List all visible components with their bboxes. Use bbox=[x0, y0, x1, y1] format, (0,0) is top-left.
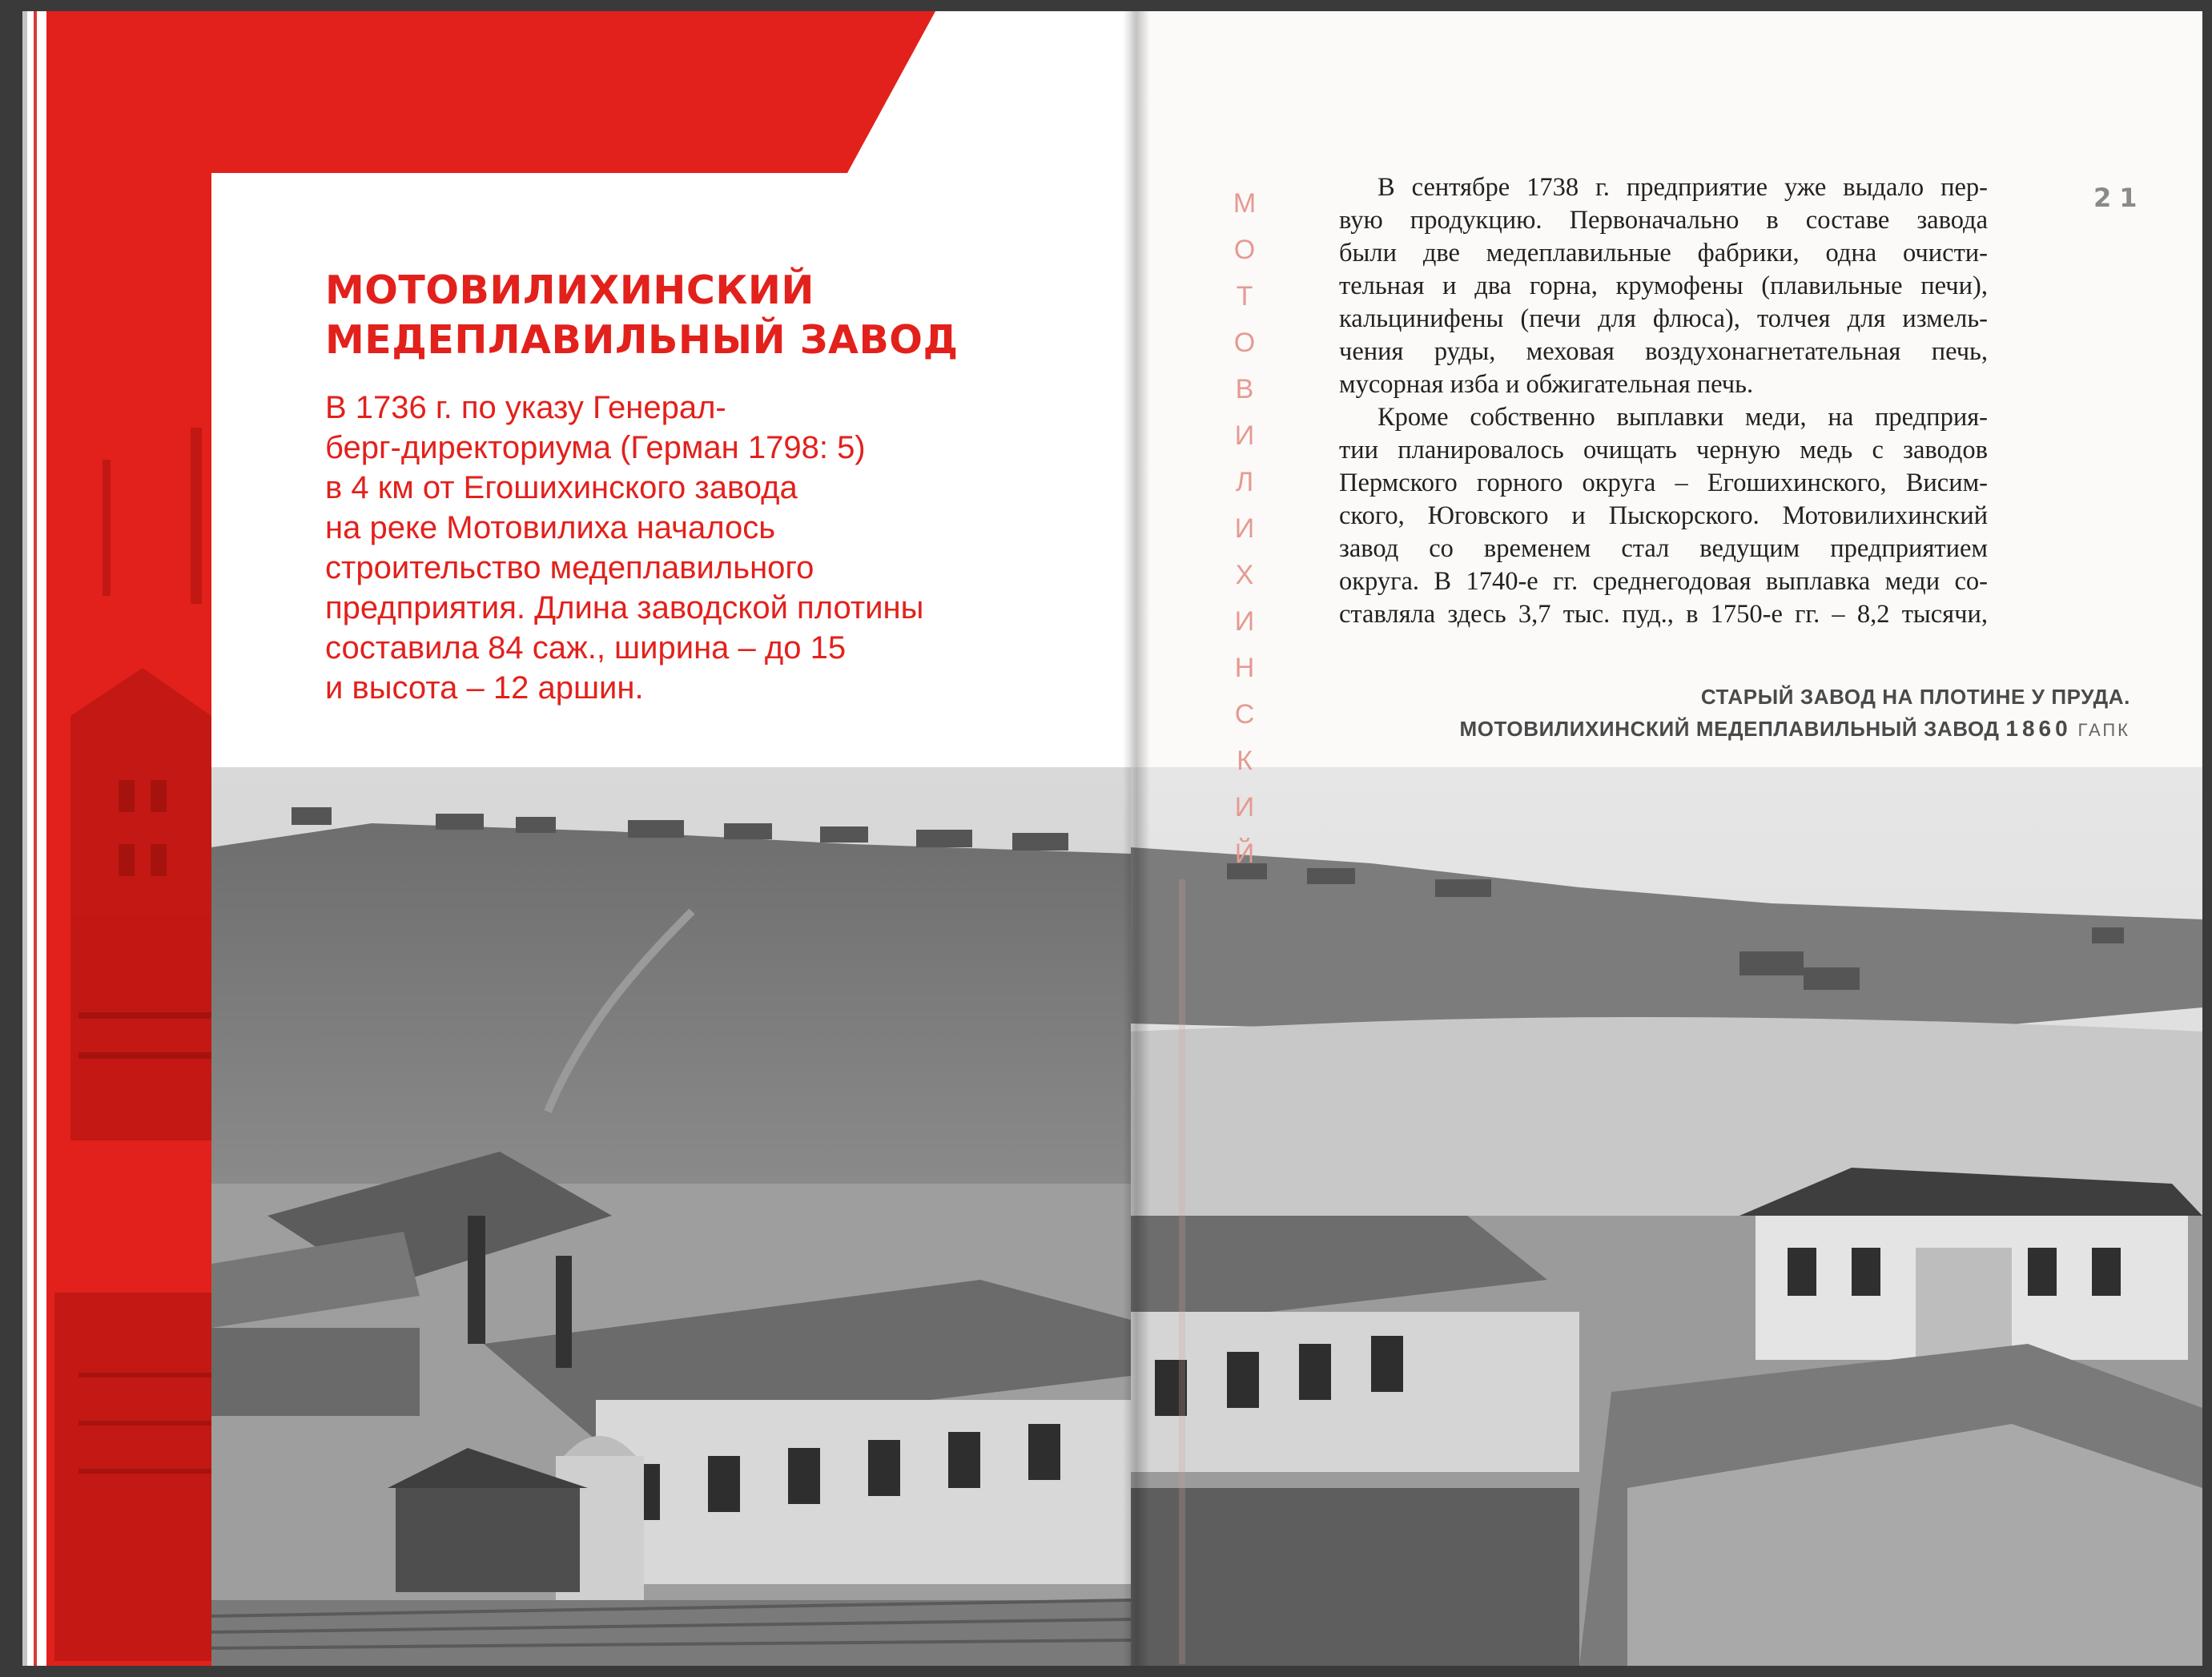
factory-photo-right bbox=[1131, 767, 2202, 1666]
spine-letter: Х bbox=[1235, 560, 1254, 590]
text-line: вую продукцию. Первоначально в составе завода bbox=[1339, 206, 1988, 235]
text-line: тии планировалось очищать черную медь с заводов bbox=[1339, 436, 1988, 464]
book-gutter bbox=[1123, 11, 1150, 1666]
spine-letter: И bbox=[1234, 606, 1255, 637]
text-line: чения руды, меховая воздухонагнетательная печь, bbox=[1339, 337, 1988, 366]
intro-line: В 1736 г. по указу Генерал- bbox=[325, 390, 726, 425]
text-line: мусорная изба и обжигательная печь. bbox=[1339, 370, 1754, 399]
factory-photo-left bbox=[211, 767, 1131, 1666]
body-text bbox=[1339, 171, 1988, 631]
spine-letter: О bbox=[1233, 328, 1256, 358]
spine-letter: К bbox=[1237, 746, 1253, 776]
intro-line: предприятия. Длина заводской плотины bbox=[325, 590, 924, 625]
text-line: ского, Юговского и Пыскорского. Мотовилихинский bbox=[1339, 501, 1988, 530]
book-spread bbox=[22, 11, 2202, 1666]
text-line: Кроме собственно выплавки меди, на предприя- bbox=[1377, 403, 1988, 432]
chapter-title bbox=[325, 266, 959, 365]
text-line: округа. В 1740-е гг. среднегодовая выплавка меди со- bbox=[1339, 567, 1988, 596]
caption-year: 1860 bbox=[2005, 716, 2072, 741]
text-line: кальцинифены (печи для флюса), толчея для измель- bbox=[1339, 304, 1988, 333]
spine-letter: Й bbox=[1234, 838, 1255, 869]
page-number: 21 bbox=[2093, 183, 2146, 213]
intro-line: составила 84 саж., ширина – до 15 bbox=[325, 630, 847, 666]
text-line: завод со временем стал ведущим предприятием bbox=[1339, 534, 1988, 563]
spine-letter: И bbox=[1234, 513, 1255, 544]
title-line: МЕДЕПЛАВИЛЬНЫЙ ЗАВОД bbox=[325, 317, 959, 363]
spine-letter: И bbox=[1234, 420, 1255, 451]
intro-line: берг-директориума (Герман 1798: 5) bbox=[325, 430, 866, 465]
left-page bbox=[22, 11, 1131, 1666]
intro-line: на реке Мотовилиха началось bbox=[325, 510, 776, 545]
vertical-spine-title bbox=[1221, 179, 1269, 876]
spine-letter: М bbox=[1233, 188, 1257, 219]
spine-letter: О bbox=[1233, 235, 1256, 265]
spine-letter: В bbox=[1235, 374, 1254, 404]
text-line: тельная и два горна, крумофены (плавильные печи), bbox=[1339, 271, 1988, 300]
photo-caption bbox=[1459, 681, 2130, 746]
spine-letter: Л bbox=[1235, 467, 1254, 497]
text-line: были две медеплавильные фабрики, одна очисти- bbox=[1339, 239, 1988, 267]
intro-paragraph bbox=[325, 388, 934, 708]
text-line: В сентябре 1738 г. предприятие уже выдало пер- bbox=[1377, 173, 1988, 202]
spine-letter: Т bbox=[1236, 281, 1253, 312]
spine-letter: Н bbox=[1234, 653, 1255, 683]
spine-letter: И bbox=[1234, 792, 1255, 822]
caption-source: ГАПК bbox=[2077, 720, 2130, 740]
intro-line: в 4 км от Егошихинского завода bbox=[325, 470, 798, 505]
text-line: Пермского горного округа – Егошихинского, Висим- bbox=[1339, 469, 1988, 497]
caption-line-2 bbox=[1459, 713, 2130, 746]
title-line: МОТОВИЛИХИНСКИЙ bbox=[325, 267, 814, 313]
right-page bbox=[1131, 11, 2202, 1666]
intro-line: строительство медеплавильного bbox=[325, 550, 814, 585]
caption-line: СТАРЫЙ ЗАВОД НА ПЛОТИНЕ У ПРУДА. bbox=[1700, 685, 2130, 709]
text-line: ставляла здесь 3,7 тыс. пуд., в 1750-е гг. – 8,2 тысячи, bbox=[1339, 600, 1988, 629]
caption-factory: МОТОВИЛИХИНСКИЙ МЕДЕПЛАВИЛЬНЫЙ ЗАВОД bbox=[1459, 717, 2000, 741]
spine-letter: С bbox=[1234, 699, 1255, 730]
intro-line: и высота – 12 аршин. bbox=[325, 670, 644, 706]
